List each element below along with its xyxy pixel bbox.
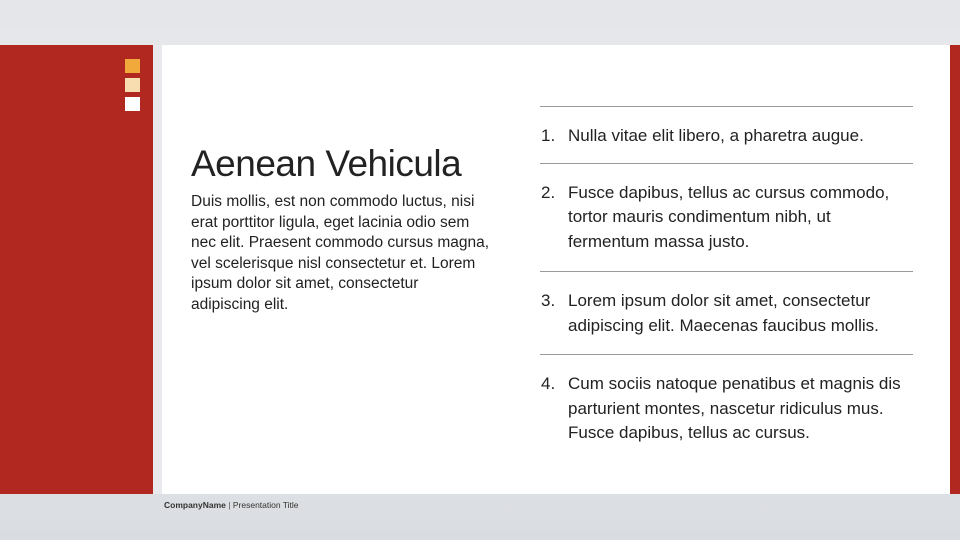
footer xyxy=(164,500,299,510)
list-item xyxy=(540,164,913,272)
list-item-number: 1. xyxy=(541,126,556,145)
list-item-number: 4. xyxy=(541,374,556,393)
white-swatch-icon xyxy=(125,97,140,111)
list-item xyxy=(540,107,913,163)
numbered-list xyxy=(540,106,913,446)
list-item xyxy=(540,272,913,354)
list-item-text: Nulla vitae elit libero, a pharetra augue. xyxy=(568,126,864,145)
list-item-text: Fusce dapibus, tellus ac cursus commodo, tortor mauris condimentum nibh, ut fermentum massa justo. xyxy=(568,182,890,251)
slide-body-text: Duis mollis, est non commodo luctus, nisi erat porttitor ligula, eget lacinia odio sem nec elit. Praesent commodo cursus magna, vel scelerisque nisl consectetur et. Lorem ipsum dolor sit amet, consectetur adipiscing elit. xyxy=(191,193,490,313)
slide-title: Aenean Vehicula xyxy=(191,143,462,184)
panel-gap xyxy=(153,45,162,494)
footer-presentation-title: Presentation Title xyxy=(232,500,299,510)
list-item xyxy=(540,355,913,446)
footer-separator: | xyxy=(228,500,231,510)
footer-company-name: CompanyName xyxy=(164,500,226,510)
peach-swatch-icon xyxy=(125,78,140,92)
list-item-number: 2. xyxy=(541,182,556,202)
list-item-text: Lorem ipsum dolor sit amet, consectetur adipiscing elit. Maecenas faucibus mollis. xyxy=(568,291,879,335)
left-accent-bar xyxy=(0,45,153,494)
list-item-text: Cum sociis natoque penatibus et magnis dis parturient montes, nascetur ridiculus mus. Fusce dapibus, tellus ac cursus. xyxy=(568,374,901,442)
right-accent-bar xyxy=(950,45,960,494)
orange-swatch-icon xyxy=(125,59,140,73)
list-item-number: 3. xyxy=(541,291,556,310)
